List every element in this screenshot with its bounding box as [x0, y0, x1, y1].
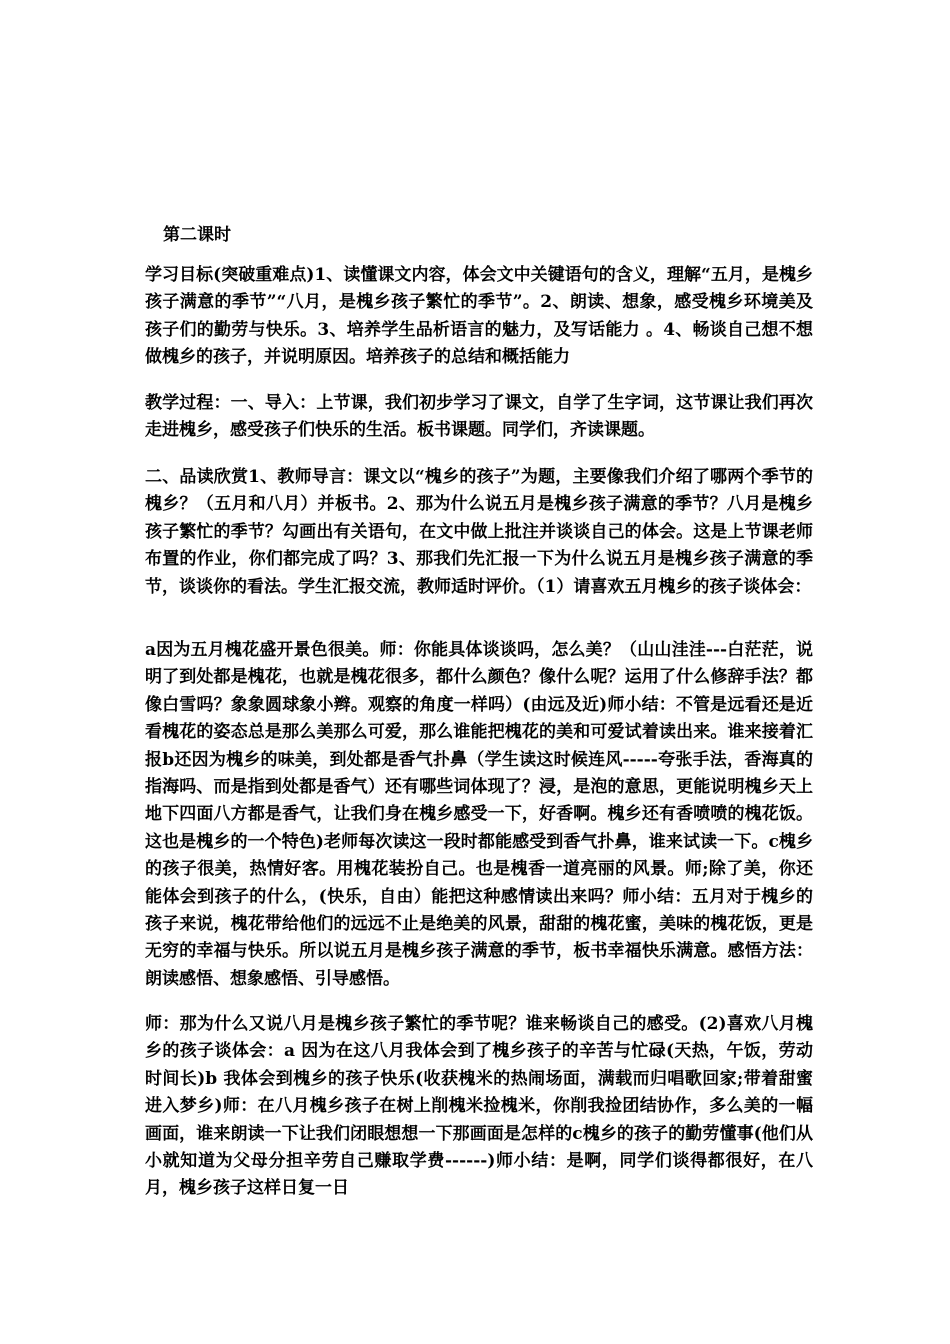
teaching-process-paragraph: 教学过程：一、导入：上节课，我们初步学习了课文，自学了生字词，这节课让我们再次走进槐乡，感受孩子们快乐的生活。板书课题。同学们，齐读课题。: [145, 393, 813, 441]
lesson-heading: 第二课时: [163, 225, 231, 245]
learning-objectives-paragraph: 学习目标(突破重难点)1、读懂课文内容，体会文中关键语句的含义，理解“五月，是槐乡孩子满意的季节”“八月，是槐乡孩子繁忙的季节”。2、朗读、想象，感受槐乡环境美及孩子们的勤劳与快乐。3、培养学生品析语言的魅力，及写话能力 。4、畅谈自己想不想做槐乡的孩子，并说明原因。培养孩子的总结和概括能力: [145, 265, 813, 368]
august-discussion-paragraph: 师：那为什么又说八月是槐乡孩子繁忙的季节呢？谁来畅谈自己的感受。(2)喜欢八月槐乡的孩子谈体会：a 因为在这八月我体会到了槐乡孩子的辛苦与忙碌(天热，午饭，劳动时间长)b 我体会到槐乡的孩子快乐(收获槐米的热闹场面，满载而归唱歌回家;带着甜蜜进入梦乡)师：在八月槐乡孩子在树上削槐米捡槐米，你削我捡团结协作，多么美的一幅画面，谁来朗读一下让我们闭眼想想一下那画面是怎样的c槐乡的孩子的勤劳懂事(他们从小就知道为父母分担辛劳自己赚取学费------)师小结：是啊，同学们谈得都很好，在八月，槐乡孩子这样日复一日: [145, 1014, 813, 1199]
appreciation-paragraph: 二、品读欣赏1、教师导言：课文以“槐乡的孩子”为题，主要像我们介绍了哪两个季节的槐乡？（五月和八月）并板书。2、那为什么说五月是槐乡孩子满意的季节？八月是槐乡孩子繁忙的季节？勾画出有关语句，在文中做上批注并谈谈自己的体会。这是上节课老师布置的作业，你们都完成了吗？3、那我们先汇报一下为什么说五月是槐乡孩子满意的季节，谈谈你的看法。学生汇报交流，教师适时评价。（1）请喜欢五月槐乡的孩子谈体会：: [145, 467, 813, 597]
may-discussion-paragraph: a因为五月槐花盛开景色很美。师：你能具体谈谈吗，怎么美？（山山洼洼---白茫茫，说明了到处都是槐花，也就是槐花很多，都什么颜色？像什么呢？运用了什么修辞手法？都像白雪吗？象象圆球象小辫。观察的角度一样吗）(由远及近)师小结：不管是远看还是近看槐花的姿态总是那么美那么可爱，那么谁能把槐花的美和可爱试着读出来。谁来接着汇报b还因为槐乡的味美，到处都是香气扑鼻（学生读这时候连风-----夸张手法，香海真的指海吗、而是指到处都是香气）还有哪些词体现了？浸，是泡的意思，更能说明槐乡天上地下四面八方都是香气，让我们身在槐乡感受一下，好香啊。槐乡还有香喷喷的槐花饭。这也是槐乡的一个特色)老师每次读这一段时都能感受到香气扑鼻，谁来试读一下。c槐乡的孩子很美，热情好客。用槐花装扮自己。也是槐香一道亮丽的风景。师;除了美，你还能体会到孩子的什么，(快乐，自由）能把这种感情读出来吗？师小结：五月对于槐乡的孩子来说，槐花带给他们的远远不止是绝美的风景，甜甜的槐花蜜，美味的槐花饭，更是无穷的幸福与快乐。所以说五月是槐乡孩子满意的季节，板书幸福快乐满意。感悟方法：朗读感悟、想象感悟、引导感悟。: [145, 640, 813, 989]
